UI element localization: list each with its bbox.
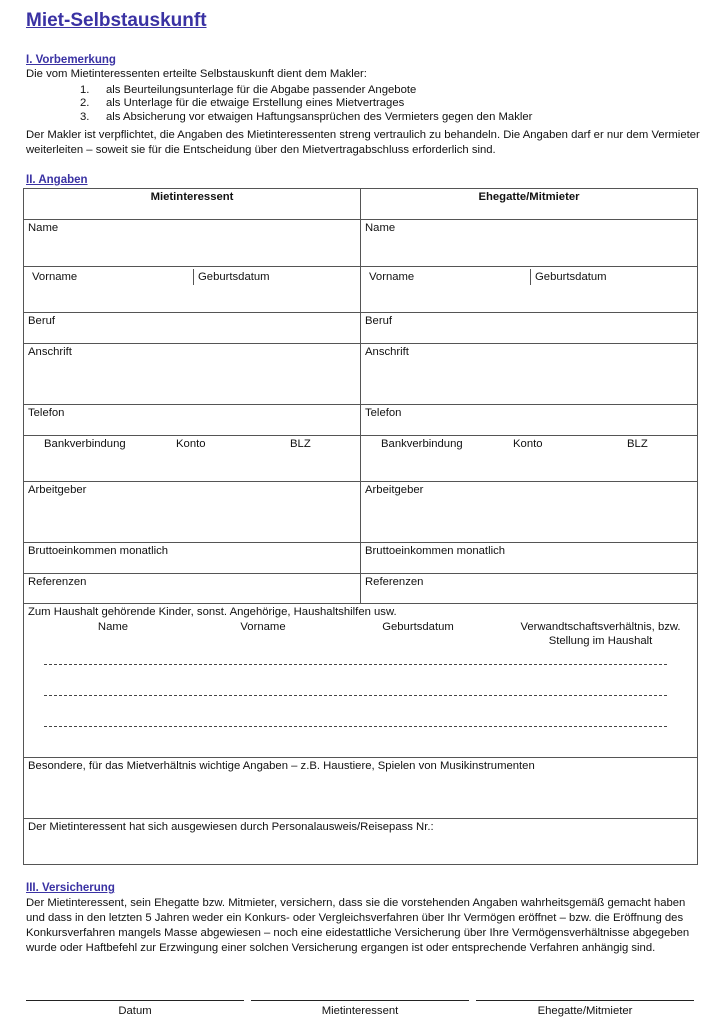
verwandtschaft-line-2: Stellung im Haushalt — [548, 635, 653, 647]
signature-line-datum[interactable] — [26, 1000, 244, 1001]
telefon-label: Telefon — [28, 407, 65, 419]
vorname-field-left[interactable] — [28, 269, 194, 285]
besondere-field[interactable] — [24, 758, 698, 819]
beruf-label: Beruf — [28, 315, 56, 327]
geburtsdatum-label: Geburtsdatum — [198, 271, 270, 283]
versicherung-text: Der Mietinteressent, sein Ehegatte bzw. Mitmieter, versichern, dass sie die vorstehenden Angaben wahrheitsgemäß gemacht haben und dass in den letzten 5 Jahren weder ein Konkurs- oder Vergleichsverfahren über Ihr Vermögen eröffnet – bzw. die Eröffnung des Konkursverfahren mangels Masse abgewiesen – noch eine eidestattliche Versicherung über Ihre Vermögensverhältnisse abgegeben wurde oder Haftbefehl zur Erzwingung einer solchen Versicherung ergangen ist oder entsprechende Verfahren anhängig sind. — [26, 897, 690, 954]
ausweis-label: Der Mietinteressent hat sich ausgewiesen durch Personalausweis/Reisepass Nr.: — [28, 821, 434, 833]
name-field-left[interactable] — [24, 220, 361, 267]
arbeitgeber-field-left[interactable] — [24, 482, 361, 543]
dashed-entry-line[interactable] — [44, 664, 667, 665]
vorbemerkung-list — [80, 84, 532, 124]
brutto-label: Bruttoeinkommen monatlich — [28, 545, 169, 557]
haushalt-field[interactable] — [24, 604, 698, 758]
anschrift-label: Anschrift — [28, 346, 72, 358]
telefon-label: Telefon — [365, 407, 402, 419]
bankverbindung-label: Bankverbindung — [381, 438, 463, 450]
vorbemerkung-intro: Die vom Mietinteressenten erteilte Selbstauskunft dient dem Makler: — [26, 68, 367, 80]
list-item: 3. als Absicherung vor etwaigen Haftungsansprüchen des Vermieters gegen den Makler — [80, 110, 533, 123]
konto-label: Konto — [176, 438, 206, 450]
bank-field-left[interactable] — [24, 436, 361, 482]
vorname-label: Vorname — [32, 271, 78, 283]
section-heading-angaben: II. Angaben — [26, 174, 88, 186]
haushalt-column-headers — [28, 620, 693, 648]
haushalt-col-vorname: Vorname — [240, 621, 286, 633]
brutto-field-left[interactable] — [24, 543, 361, 574]
haushalt-col-name: Name — [97, 621, 129, 633]
list-item: 1. als Beurteilungsunterlage für die Abgabe passender Angebote — [80, 84, 417, 96]
anschrift-field-right[interactable] — [361, 344, 698, 405]
referenzen-label: Referenzen — [28, 576, 87, 588]
section-heading-vorbemerkung: I. Vorbemerkung — [26, 54, 116, 66]
name-label: Name — [28, 222, 59, 234]
anschrift-label: Anschrift — [365, 346, 409, 358]
referenzen-field-left[interactable] — [24, 574, 361, 604]
referenzen-field-right[interactable] — [361, 574, 698, 604]
bankverbindung-label: Bankverbindung — [44, 438, 126, 450]
blz-label: BLZ — [290, 438, 311, 450]
angaben-form-table — [23, 188, 698, 865]
geburtsdatum-field-right[interactable] — [531, 269, 693, 285]
beruf-field-left[interactable] — [24, 313, 361, 344]
dashed-entry-line[interactable] — [44, 726, 667, 727]
column-header-ehegatte: Ehegatte/Mitmieter — [361, 189, 698, 220]
arbeitgeber-label: Arbeitgeber — [365, 484, 424, 496]
haushalt-label: Zum Haushalt gehörende Kinder, sonst. Angehörige, Haushaltshilfen usw. — [28, 606, 397, 618]
signature-line-mietinteressent[interactable] — [251, 1000, 469, 1001]
name-label: Name — [365, 222, 396, 234]
vorname-label: Vorname — [369, 271, 415, 283]
page-title: Miet-Selbstauskunft — [26, 10, 207, 31]
arbeitgeber-label: Arbeitgeber — [28, 484, 87, 496]
beruf-field-right[interactable] — [361, 313, 698, 344]
ausweis-field[interactable] — [24, 819, 698, 865]
geburtsdatum-label: Geburtsdatum — [535, 271, 607, 283]
arbeitgeber-field-right[interactable] — [361, 482, 698, 543]
besondere-label: Besondere, für das Mietverhältnis wichtige Angaben – z.B. Haustiere, Spielen von Musikinstrumenten — [28, 760, 535, 772]
section-heading-versicherung: III. Versicherung — [26, 882, 115, 894]
haushalt-col-geburtsdatum: Geburtsdatum — [382, 621, 454, 633]
beruf-label: Beruf — [365, 315, 393, 327]
haushalt-col-verwandtschaft — [508, 620, 693, 648]
list-item: 2. als Unterlage für die etwaige Erstellung eines Mietvertrages — [80, 97, 405, 110]
dashed-entry-line[interactable] — [44, 695, 667, 696]
verwandtschaft-line-1: Verwandtschaftsverhältnis, bzw. — [520, 621, 681, 633]
referenzen-label: Referenzen — [365, 576, 424, 588]
bank-field-right[interactable] — [361, 436, 698, 482]
column-header-mietinteressent: Mietinteressent — [24, 189, 361, 220]
signature-label-mietinteressent: Mietinteressent — [321, 1005, 399, 1017]
vorbemerkung-closing: Der Makler ist verpflichtet, die Angaben des Mietinteressenten streng vertraulich zu behandeln. Die Angaben darf er nur dem Vermieter weiterleiten – soweit sie für die Entscheidung über den Mietvertragabschluss erforderlich sind. — [26, 129, 700, 156]
signature-label-ehegatte: Ehegatte/Mitmieter — [537, 1005, 633, 1017]
brutto-label: Bruttoeinkommen monatlich — [365, 545, 506, 557]
vorname-field-right[interactable] — [365, 269, 531, 285]
telefon-field-right[interactable] — [361, 405, 698, 436]
telefon-field-left[interactable] — [24, 405, 361, 436]
signature-line-ehegatte[interactable] — [476, 1000, 694, 1001]
geburtsdatum-field-left[interactable] — [194, 269, 356, 285]
blz-label: BLZ — [627, 438, 648, 450]
name-field-right[interactable] — [361, 220, 698, 267]
konto-label: Konto — [513, 438, 543, 450]
signature-label-datum: Datum — [118, 1005, 152, 1017]
brutto-field-right[interactable] — [361, 543, 698, 574]
anschrift-field-left[interactable] — [24, 344, 361, 405]
